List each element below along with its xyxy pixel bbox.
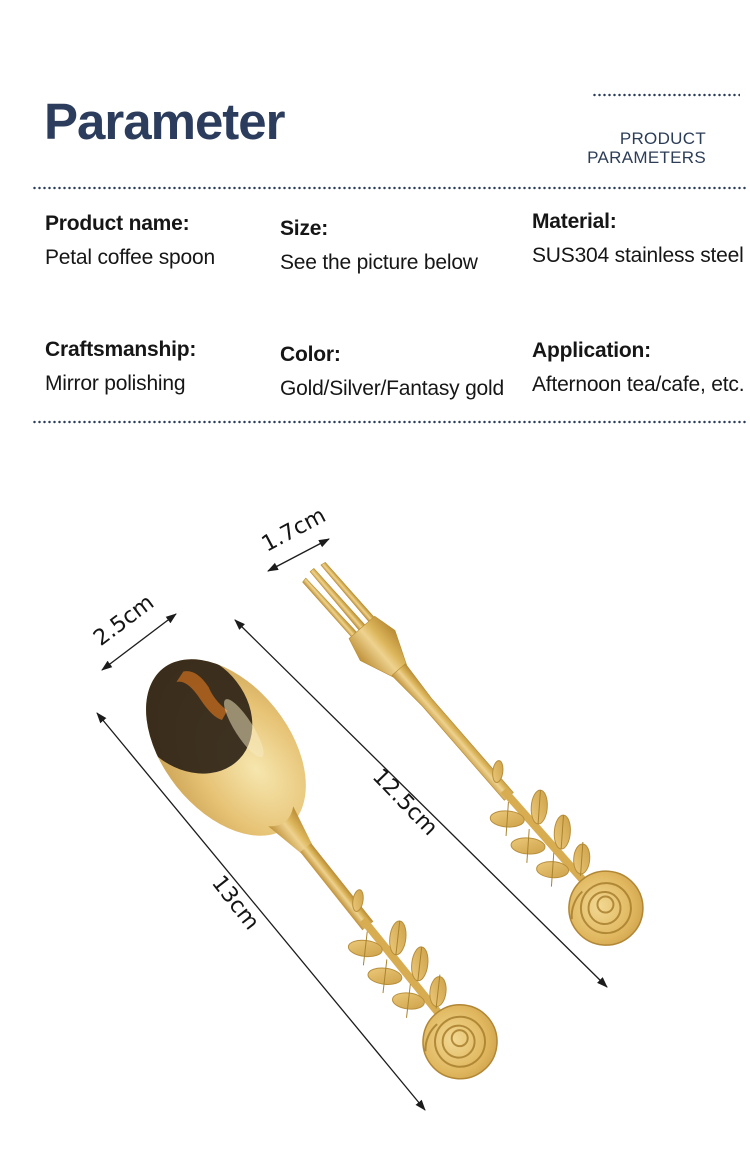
dimension-label-fork-length: 12.5cm bbox=[367, 764, 443, 841]
param-value: Petal coffee spoon bbox=[45, 246, 215, 269]
tagline-line-1: PRODUCT bbox=[619, 129, 706, 148]
param-value: SUS304 stainless steel bbox=[532, 244, 744, 267]
dimension-label-fork-width: 1.7cm bbox=[257, 503, 331, 558]
param-label: Craftsmanship: bbox=[45, 338, 197, 361]
param-label: Size: bbox=[280, 217, 329, 240]
dimension-label-spoon-width: 2.5cm bbox=[89, 590, 159, 652]
dimension-label-spoon-length: 13cm bbox=[206, 871, 264, 935]
param-value: Mirror polishing bbox=[45, 372, 186, 395]
param-value: Afternoon tea/cafe, etc. bbox=[532, 373, 745, 396]
param-label: Application: bbox=[532, 339, 651, 362]
param-value: Gold/Silver/Fantasy gold bbox=[280, 377, 504, 400]
spoon-image bbox=[93, 610, 532, 1114]
tagline-line-2: PARAMETERS bbox=[587, 148, 706, 167]
page-title: Parameter bbox=[44, 93, 285, 151]
param-label: Material: bbox=[532, 210, 617, 233]
param-label: Color: bbox=[280, 343, 341, 366]
param-label: Product name: bbox=[45, 212, 190, 235]
param-value: See the picture below bbox=[280, 251, 478, 274]
